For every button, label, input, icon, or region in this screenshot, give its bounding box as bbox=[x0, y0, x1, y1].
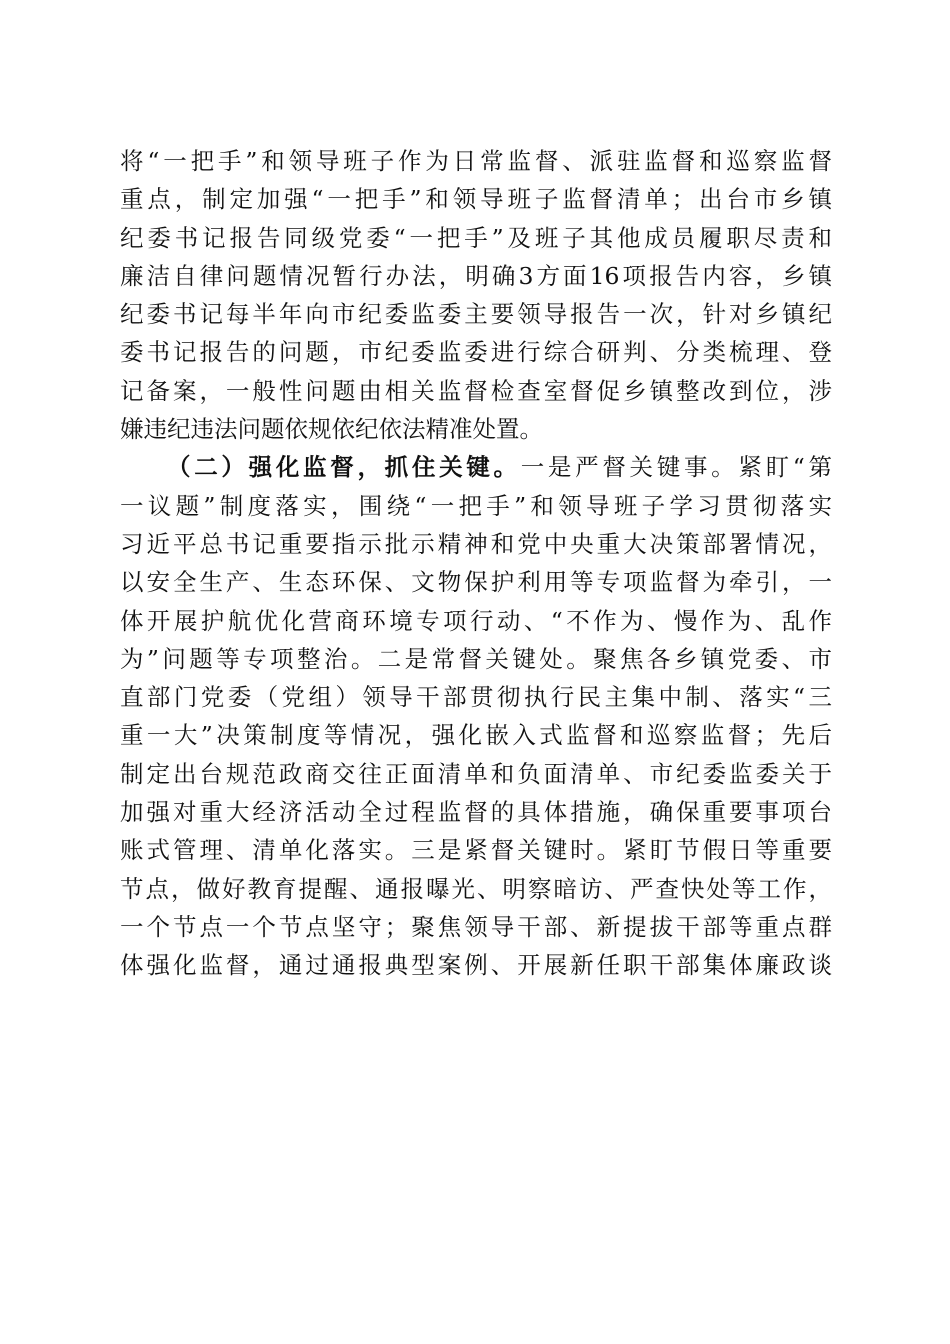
text-line: 委书记报告的问题，市纪委监委进行综合研判、分类梳理、登 bbox=[120, 338, 832, 367]
text-line: 体开展护航优化营商环境专项行动、“不作为、慢作为、乱作 bbox=[120, 606, 832, 635]
text-line: 重一大”决策制度等情况，强化嵌入式监督和巡察监督；先后 bbox=[120, 721, 832, 750]
text-line: 纪委书记每半年向市纪委监委主要领导报告一次，针对乡镇纪 bbox=[120, 300, 832, 329]
paragraph-1 bbox=[120, 142, 832, 448]
text-line: 一议题”制度落实，围绕“一把手”和领导班子学习贯彻落实 bbox=[120, 491, 832, 520]
text-line: 嫌违纪违法问题依规依纪依法精准处置。 bbox=[120, 415, 543, 444]
text-line: 重点，制定加强“一把手”和领导班子监督清单；出台市乡镇 bbox=[120, 185, 832, 214]
text-line: 直部门党委（党组）领导干部贯彻执行民主集中制、落实“三 bbox=[120, 683, 832, 712]
text-line: 体强化监督，通过通报典型案例、开展新任职干部集体廉政谈 bbox=[120, 951, 832, 980]
text-line-with-heading bbox=[120, 448, 832, 486]
text-segment: 一是严督关键事。紧盯“第 bbox=[520, 453, 833, 482]
text-line: 一个节点一个节点坚守；聚焦领导干部、新提拔干部等重点群 bbox=[120, 912, 832, 941]
paragraph-2 bbox=[120, 448, 832, 984]
text-line: 账式管理、清单化落实。三是紧督关键时。紧盯节假日等重要 bbox=[120, 836, 832, 865]
document-body bbox=[120, 142, 832, 985]
text-line: 记备案，一般性问题由相关监督检查室督促乡镇整改到位，涉 bbox=[120, 376, 832, 405]
section-heading: （二）强化监督，抓住关键。 bbox=[167, 453, 521, 482]
text-line: 习近平总书记重要指示批示精神和党中央重大决策部署情况， bbox=[120, 529, 832, 558]
text-line: 以安全生产、生态环保、文物保护利用等专项监督为牵引，一 bbox=[120, 568, 832, 597]
text-line: 纪委书记报告同级党委“一把手”及班子其他成员履职尽责和 bbox=[120, 223, 832, 252]
text-line: 节点，做好教育提醒、通报曝光、明察暗访、严查快处等工作， bbox=[120, 874, 832, 903]
text-line: 制定出台规范政商交往正面清单和负面清单、市纪委监委关于 bbox=[120, 759, 832, 788]
text-line: 廉洁自律问题情况暂行办法，明确3方面16项报告内容，乡镇 bbox=[120, 261, 832, 290]
text-line: 将“一把手”和领导班子作为日常监督、派驻监督和巡察监督 bbox=[120, 147, 832, 175]
text-line: 加强对重大经济活动全过程监督的具体措施，确保重要事项台 bbox=[120, 798, 832, 827]
text-line: 为”问题等专项整治。二是常督关键处。聚焦各乡镇党委、市 bbox=[120, 644, 832, 673]
